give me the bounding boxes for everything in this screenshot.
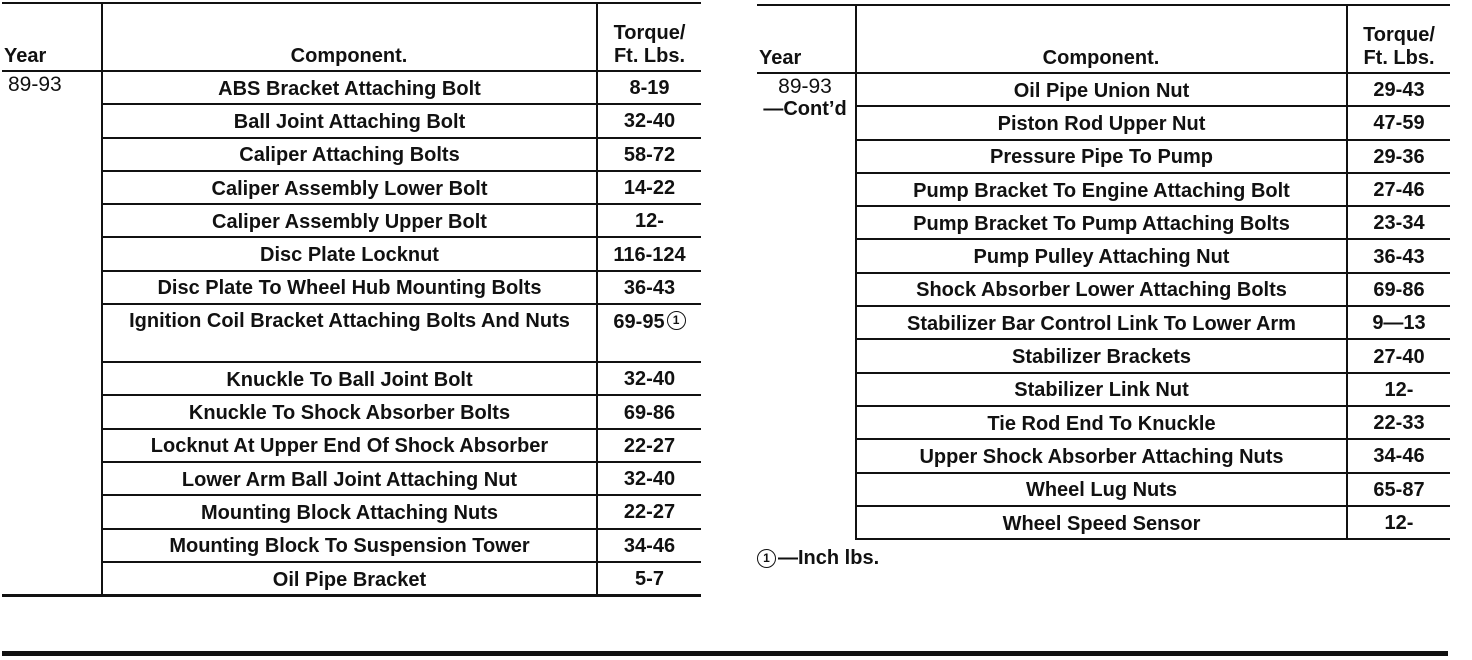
torque-cell <box>598 305 701 363</box>
torque-value: 69-86 <box>1373 278 1425 301</box>
torque-cell <box>598 72 701 105</box>
torque-cell <box>598 530 701 563</box>
page-bottom-rule <box>2 651 1448 656</box>
torque-value: 12- <box>1384 378 1414 401</box>
torque-value: 22-33 <box>1373 412 1425 435</box>
component-cell: Locknut At Upper End Of Shock Absorber <box>150 435 549 458</box>
header-torque <box>598 22 701 68</box>
header-torque-line1: Torque/ <box>1363 24 1435 46</box>
table-row <box>857 241 1450 274</box>
table-row <box>103 172 701 205</box>
table-row <box>103 139 701 172</box>
torque-value: 32-40 <box>623 468 676 491</box>
torque-value: 58-72 <box>623 143 676 166</box>
component-cell: Disc Plate Locknut <box>260 244 439 267</box>
torque-cell <box>598 272 701 305</box>
torque-cell <box>598 205 701 238</box>
component-cell: Stabilizer Bar Control Link To Lower Arm <box>907 312 1296 335</box>
torque-cell <box>1348 207 1450 240</box>
torque-value: 12- <box>1384 512 1414 535</box>
component-cell: Pump Bracket To Engine Attaching Bolt <box>913 179 1290 202</box>
torque-cell <box>598 172 701 205</box>
torque-value: 27-40 <box>1373 345 1425 368</box>
torque-value: 32-40 <box>623 368 676 391</box>
torque-value: 14-22 <box>623 177 676 200</box>
component-cell: Stabilizer Brackets <box>1012 346 1191 369</box>
torque-value: 47-59 <box>1373 112 1425 135</box>
table-row <box>857 74 1450 107</box>
component-cell: Knuckle To Ball Joint Bolt <box>226 368 473 391</box>
footnote-text: —Inch lbs. <box>778 547 880 569</box>
header-torque-line2: Ft. Lbs. <box>1363 47 1435 69</box>
component-cell: Tie Rod End To Knuckle <box>987 412 1216 435</box>
year-value <box>8 74 62 96</box>
component-cell: Oil Pipe Bracket <box>272 568 427 591</box>
table-row <box>103 563 701 596</box>
table-row <box>103 363 701 396</box>
component-cell: Pressure Pipe To Pump <box>989 146 1214 169</box>
torque-cell <box>1348 174 1450 207</box>
component-cell: Mounting Block Attaching Nuts <box>200 501 498 524</box>
component-cell: Mounting Block To Suspension Tower <box>169 535 530 558</box>
table-row <box>103 272 701 305</box>
torque-cell <box>1348 141 1450 174</box>
table-row <box>103 430 701 463</box>
torque-value: 9—13 <box>1372 312 1426 335</box>
torque-cell <box>1348 374 1450 407</box>
component-cell: Wheel Lug Nuts <box>1025 479 1178 502</box>
year-range: 89-93 <box>8 73 62 96</box>
table-row <box>857 507 1450 540</box>
footnote-circle-icon: 1 <box>757 549 776 568</box>
torque-cell <box>1348 241 1450 274</box>
footnote-circle-icon: 1 <box>667 311 686 330</box>
header-torque-line1: Torque/ <box>613 22 686 44</box>
footnote <box>757 547 879 570</box>
header-torque-line2: Ft. Lbs. <box>613 45 686 67</box>
header-component: Component. <box>290 45 408 67</box>
torque-cell <box>598 430 701 463</box>
table-row <box>857 141 1450 174</box>
component-cell: Caliper Assembly Upper Bolt <box>212 210 487 233</box>
torque-cell <box>1348 340 1450 373</box>
component-cell: Stabilizer Link Nut <box>1014 379 1189 402</box>
header-year: Year <box>759 47 802 69</box>
torque-value: 34-46 <box>623 534 676 557</box>
torque-cell <box>598 139 701 172</box>
component-cell: Knuckle To Shock Absorber Bolts <box>188 402 511 425</box>
torque-value: 34-46 <box>1373 445 1425 468</box>
table-row <box>103 239 701 272</box>
component-cell: Pump Bracket To Pump Attaching Bolts <box>913 212 1290 235</box>
year-value <box>757 76 853 120</box>
torque-value: 116-124 <box>613 243 686 266</box>
torque-value: 12- <box>635 210 664 233</box>
torque-cell <box>1348 407 1450 440</box>
torque-cell <box>1348 107 1450 140</box>
header-year: Year <box>4 45 47 67</box>
torque-value: 22-27 <box>623 434 676 457</box>
torque-cell <box>598 563 701 596</box>
table-row <box>857 307 1450 340</box>
table-row <box>103 463 701 496</box>
header-component: Component. <box>1042 47 1160 69</box>
year-continued: —Cont’d <box>763 98 847 120</box>
torque-cell <box>1348 307 1450 340</box>
torque-cell <box>598 496 701 529</box>
component-cell: ABS Bracket Attaching Bolt <box>218 77 481 100</box>
torque-cell <box>598 363 701 396</box>
table-row <box>857 407 1450 440</box>
table-row <box>857 274 1450 307</box>
table-row <box>857 440 1450 473</box>
torque-value: 29-36 <box>1373 145 1425 168</box>
component-cell: Ball Joint Attaching Bolt <box>233 110 466 133</box>
torque-value: 36-43 <box>1373 245 1425 268</box>
component-cell: Ignition Coil Bracket Attaching Bolts And Nuts <box>129 310 570 333</box>
torque-cell <box>1348 74 1450 107</box>
component-cell: Pump Pulley Attaching Nut <box>973 246 1230 269</box>
torque-value: 8-19 <box>629 77 670 100</box>
torque-cell <box>598 396 701 429</box>
torque-cell <box>598 105 701 138</box>
table-row <box>103 530 701 563</box>
table-row <box>103 205 701 238</box>
torque-cell <box>1348 440 1450 473</box>
torque-value: 22-27 <box>623 501 676 524</box>
torque-value: 29-43 <box>1373 79 1425 102</box>
torque-value: 27-46 <box>1373 179 1425 202</box>
table-row <box>103 496 701 529</box>
table-row <box>857 374 1450 407</box>
year-range: 89-93 <box>778 75 832 98</box>
table-bottom-rule <box>2 594 701 597</box>
component-cell: Caliper Assembly Lower Bolt <box>211 177 488 200</box>
header-torque <box>1348 24 1450 70</box>
row-divider <box>857 538 1450 540</box>
table-row <box>103 396 701 429</box>
table-row <box>857 474 1450 507</box>
component-cell: Upper Shock Absorber Attaching Nuts <box>919 445 1284 468</box>
torque-value: 65-87 <box>1373 478 1425 501</box>
torque-value: 69-86 <box>623 401 676 424</box>
component-cell: Lower Arm Ball Joint Attaching Nut <box>181 468 518 491</box>
torque-value: 69-95 <box>613 311 665 334</box>
table-row <box>857 340 1450 373</box>
torque-value: 5-7 <box>635 568 664 591</box>
component-cell: Disc Plate To Wheel Hub Mounting Bolts <box>157 277 542 300</box>
table-row <box>103 72 701 105</box>
table-row <box>103 105 701 138</box>
torque-cell <box>1348 507 1450 540</box>
component-cell: Piston Rod Upper Nut <box>997 112 1206 135</box>
component-cell: Oil Pipe Union Nut <box>1013 79 1190 102</box>
component-cell: Caliper Attaching Bolts <box>239 144 460 167</box>
torque-value: 36-43 <box>623 276 676 299</box>
table-row <box>857 207 1450 240</box>
table-row <box>857 174 1450 207</box>
component-cell: Shock Absorber Lower Attaching Bolts <box>916 279 1287 302</box>
component-cell: Wheel Speed Sensor <box>1002 512 1201 535</box>
torque-cell <box>598 463 701 496</box>
table-row <box>857 107 1450 140</box>
torque-value: 32-40 <box>623 110 676 133</box>
torque-cell <box>1348 474 1450 507</box>
torque-cell <box>1348 274 1450 307</box>
torque-value: 23-34 <box>1373 212 1425 235</box>
table-row <box>103 305 701 363</box>
torque-cell <box>598 239 701 272</box>
